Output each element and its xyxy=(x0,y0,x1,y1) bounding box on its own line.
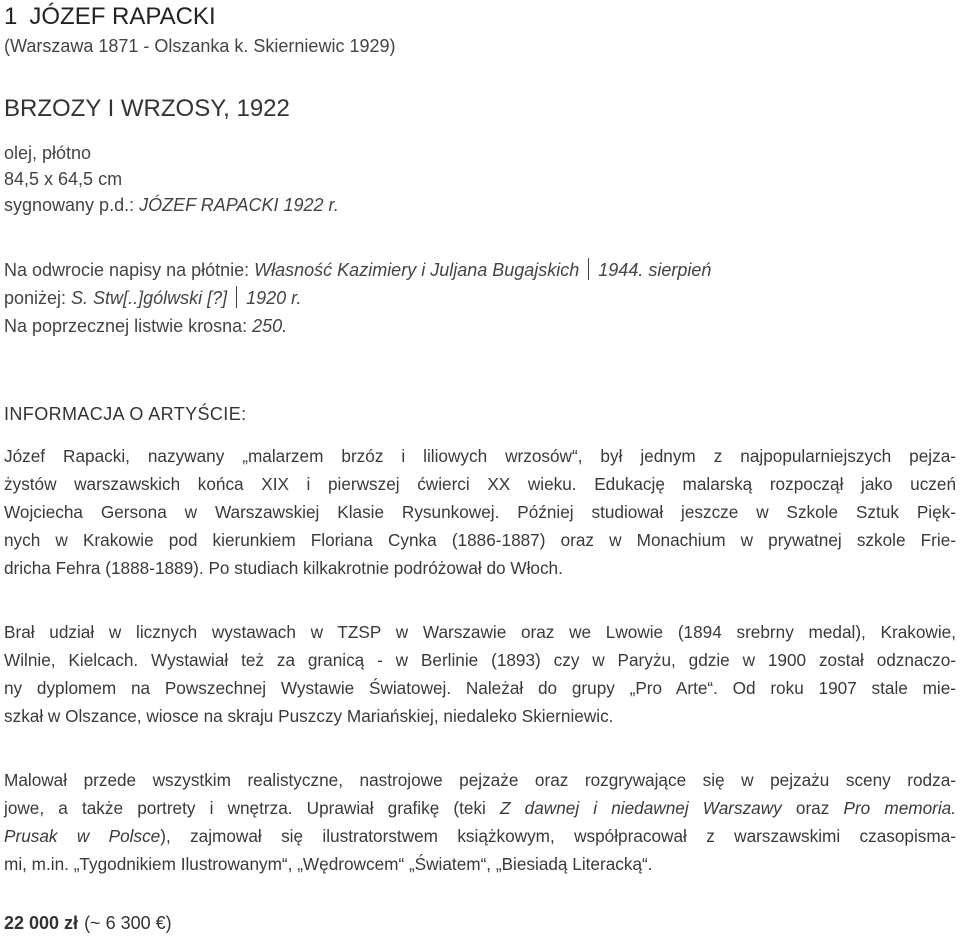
bio-line: ny dyplomem na Powszechnej Wystawie Światowej. Należał do grupy „Pro Arte“. Od roku 1907 stale mie- xyxy=(4,678,956,698)
bio-line: Brał udział w licznych wystawach w TZSP w Warszawie oraz we Lwowie (1894 srebrny medal), Krakowie, xyxy=(4,622,956,642)
medium: olej, płótno xyxy=(4,143,92,163)
bio-line: żystów warszawskich końca XIX i pierwszej ćwierci XX wieku. Edukację malarską rozpoczął jako uczeń xyxy=(4,474,956,494)
bio-line: szkał w Olszance, wiosce na skraju Puszczy Mariańskiej, niedaleko Skierniewic. xyxy=(4,706,614,726)
price-amount: 22 000 zł xyxy=(4,913,79,933)
bio-line: mi, m.in. „Tygodnikiem Ilustrowanym“, „Wędrowcem“ „Światem“, „Biesiadą Literacką“. xyxy=(4,854,653,874)
bio-paragraph-2 xyxy=(4,618,956,730)
bio-line: nych w Krakowie pod kierunkiem Floriana Cynka (1886-1887) oraz w Monachium w prywatnej szkole Frie- xyxy=(4,530,956,550)
line-separator xyxy=(588,258,589,280)
lot-header xyxy=(4,0,395,58)
verso-inscriptions xyxy=(4,256,711,340)
artist-name: JÓZEF RAPACKI xyxy=(29,3,216,30)
signature xyxy=(4,192,339,218)
artist-life-dates: (Warszawa 1871 - Olszanka k. Skierniewic 1929) xyxy=(4,36,396,56)
bio-line: Prusak w Polsce), zajmował się ilustratorstwem książkowym, współpracował z warszawskimi czasopisma- xyxy=(4,826,956,846)
price-estimate xyxy=(4,910,172,936)
bio-line: Wojciecha Gersona w Warszawskiej Klasie Rysunkowej. Później studiował jeszcze w Szkole Sztuk Pięk- xyxy=(4,502,956,522)
artwork-title: BRZOZY I WRZOSY, 1922 xyxy=(4,95,290,122)
price-approx: (~ 6 300 €) xyxy=(84,913,172,933)
bio-line: dricha Fehra (1888-1889). Po studiach kilkakrotnie podróżował do Włoch. xyxy=(4,558,563,578)
bio-paragraph-3 xyxy=(4,766,956,878)
verso-line-2: poniżej: S. Stw[..]gólwski [?] 1920 r. xyxy=(4,288,302,308)
dimensions: 84,5 x 64,5 cm xyxy=(4,169,123,189)
bio-line: Józef Rapacki, nazywany „malarzem brzóz i liliowych wrzosów“, był jednym z najpopularniejszych pejza- xyxy=(4,446,956,466)
verso-line-3: Na poprzecznej listwie krosna: 250. xyxy=(4,316,288,336)
artist-info-heading: INFORMACJA O ARTYŚCIE: xyxy=(4,404,247,424)
bio-line: Malował przede wszystkim realistyczne, nastrojowe pejzaże oraz rozgrywające się w pejzażu sceny rodza- xyxy=(4,770,956,790)
lot-title xyxy=(4,0,395,34)
bio-paragraph-1 xyxy=(4,442,956,582)
line-separator xyxy=(236,286,237,308)
bio-line: jowe, a także portrety i wnętrza. Uprawiał grafikę (teki Z dawnej i niedawnej Warszawy oraz Pro memoria. xyxy=(4,798,957,818)
signature-label: sygnowany p.d.: xyxy=(4,195,140,215)
lot-number: 1 xyxy=(4,3,18,30)
signature-text: JÓZEF RAPACKI 1922 r. xyxy=(139,195,339,215)
bio-line: Wilnie, Kielcach. Wystawiał też za granicą - w Berlinie (1893) czy w Paryżu, gdzie w 1900 został odznaczo- xyxy=(4,650,956,670)
artwork-specs xyxy=(4,140,339,218)
verso-line-1: Na odwrocie napisy na płótnie: Własność Kazimiery i Juljana Bugajskich 1944. sierpień xyxy=(4,260,712,280)
